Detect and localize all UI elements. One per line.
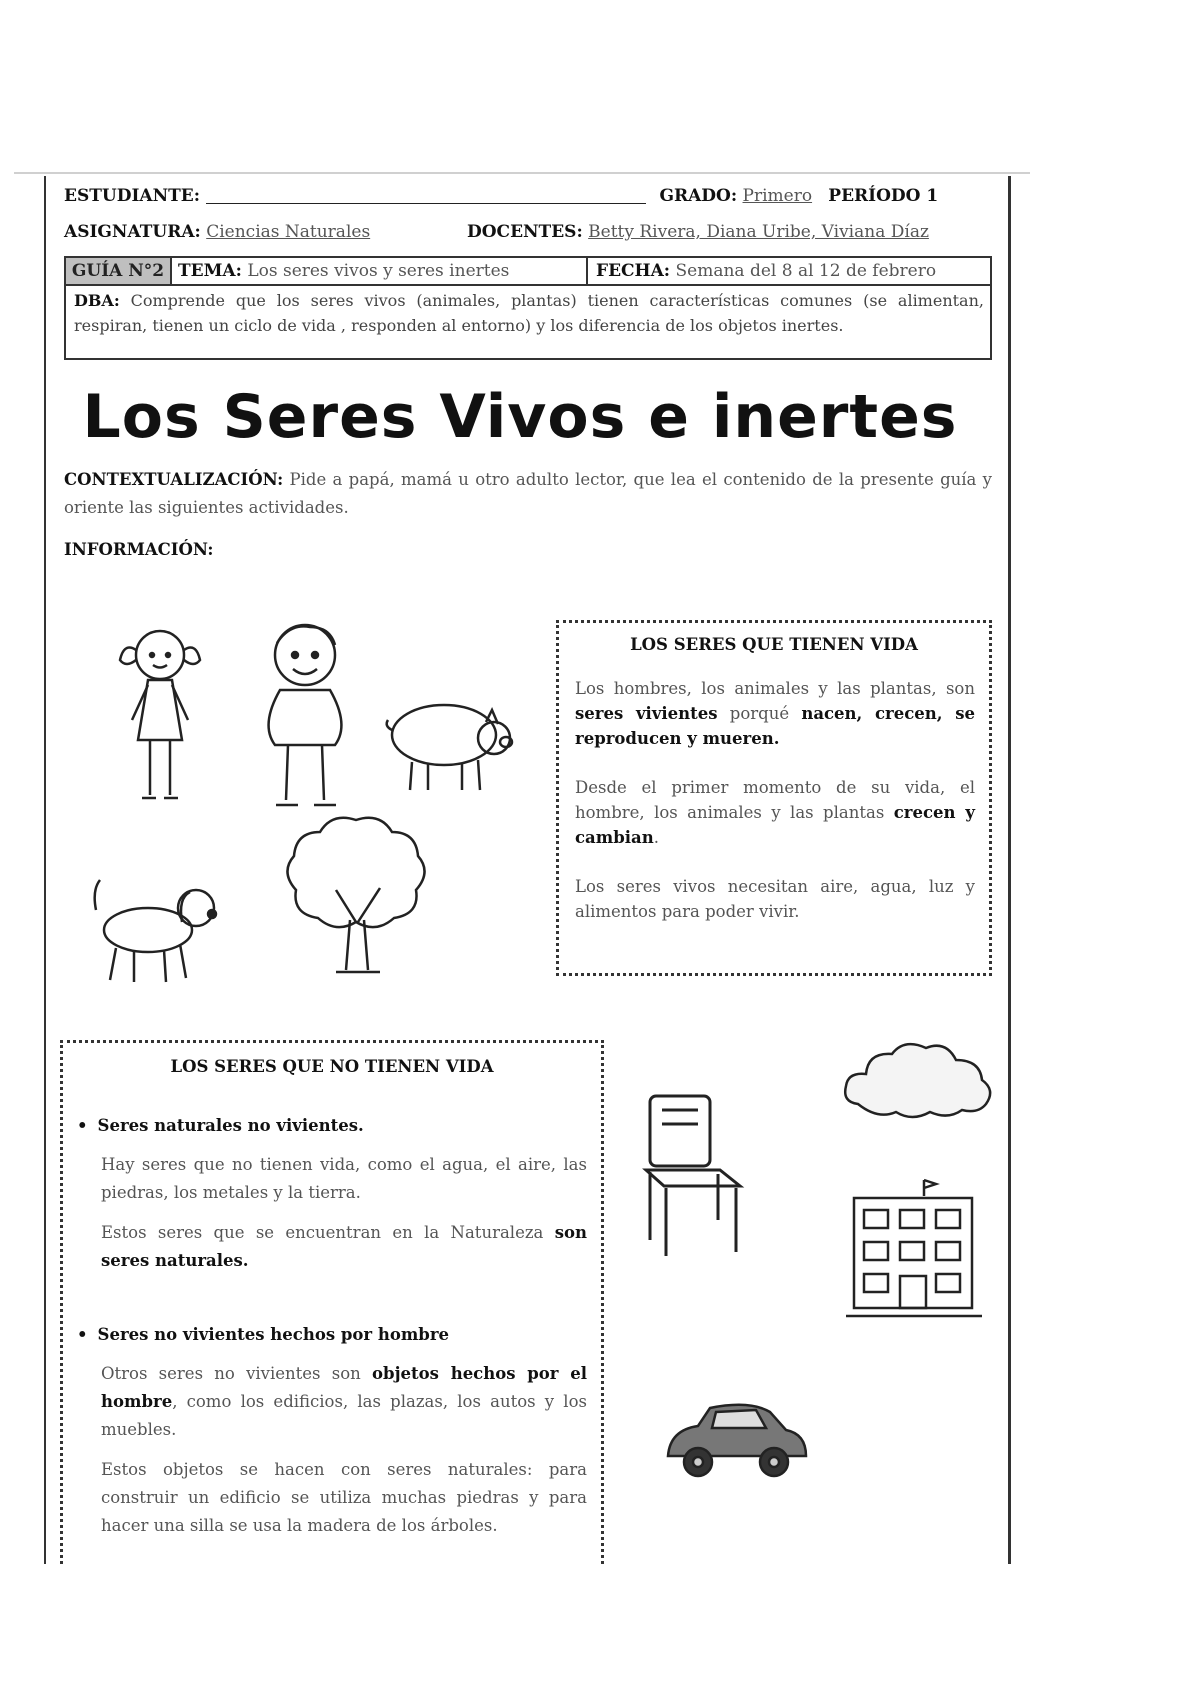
teachers-value: Betty Rivera, Diana Uribe, Viviana Díaz bbox=[588, 222, 929, 242]
cloud-drawing bbox=[838, 1034, 998, 1124]
dog-drawing bbox=[86, 870, 226, 990]
date-label: FECHA: bbox=[596, 261, 671, 281]
girl-drawing bbox=[110, 620, 210, 810]
chair-drawing bbox=[640, 1090, 750, 1260]
living-paragraph-3: Los seres vivos necesitan aire, agua, luz y alimentos para poder vivir. bbox=[575, 877, 975, 921]
manmade-p1-text-a: Otros seres no vivientes son bbox=[101, 1364, 361, 1383]
living-heading: LOS SERES QUE TIENEN VIDA bbox=[630, 635, 918, 654]
topic-label: TEMA: bbox=[178, 261, 242, 281]
bullet-manmade: • Seres no vivientes hechos por hombre bbox=[77, 1325, 450, 1344]
natural-paragraph-1: Hay seres que no tienen vida, como el agua, el aire, las piedras, los metales y la tierra. bbox=[101, 1155, 587, 1202]
dba-content: Comprende que los seres vivos (animales, plantas) tienen características comunes (se alimentan, respiran, tienen un ciclo de vida , responden al entorno) y los diferencia de los objetos inertes. bbox=[74, 291, 984, 335]
student-row bbox=[64, 186, 964, 206]
nonliving-things-box bbox=[60, 1040, 604, 1564]
date-value: Semana del 8 al 12 de febrero bbox=[675, 261, 937, 281]
nonliving-heading: LOS SERES QUE NO TIENEN VIDA bbox=[170, 1057, 494, 1076]
topic-value: Los seres vivos y seres inertes bbox=[247, 261, 510, 281]
student-label: ESTUDIANTE: bbox=[64, 186, 201, 206]
dba-label: DBA: bbox=[74, 291, 120, 310]
grade-value: Primero bbox=[742, 186, 813, 206]
living-p1-text-b: porqué bbox=[729, 704, 790, 723]
context-label: CONTEXTUALIZACIÓN: bbox=[64, 470, 284, 489]
building-drawing bbox=[844, 1176, 984, 1326]
dba-text bbox=[74, 288, 984, 338]
living-paragraph-1 bbox=[575, 676, 975, 751]
living-p2-bold: crecen y cambian bbox=[575, 803, 975, 847]
period-label: PERÍODO 1 bbox=[828, 186, 939, 206]
page-top-rule bbox=[14, 172, 1030, 174]
manmade-paragraph-2: Estos objetos se hacen con seres naturales: para construir un edificio se utiliza muchas piedras y para hacer una silla se usa la madera de los árboles. bbox=[101, 1460, 587, 1535]
manmade-paragraph-1 bbox=[101, 1360, 587, 1444]
car-drawing bbox=[660, 1400, 810, 1490]
living-p2-period: . bbox=[653, 828, 659, 847]
living-p1-text-a: Los hombres, los animales y las plantas, son bbox=[575, 679, 975, 698]
natural-paragraph-2 bbox=[101, 1219, 587, 1275]
teachers-label: DOCENTES: bbox=[466, 222, 583, 242]
subject-row bbox=[64, 222, 976, 242]
subject-label: ASIGNATURA: bbox=[64, 222, 201, 242]
information-label: INFORMACIÓN: bbox=[64, 540, 214, 559]
living-paragraph-2 bbox=[575, 775, 975, 850]
bullet-natural: • Seres naturales no vivientes. bbox=[77, 1116, 364, 1135]
living-p2-text: Desde el primer momento de su vida, el hombre, los animales y las plantas bbox=[575, 778, 975, 822]
bullet-manmade-label: Seres no vivientes hechos por hombre bbox=[97, 1325, 450, 1344]
grade-label: GRADO: bbox=[659, 186, 738, 206]
natural-p2-bold: son seres naturales. bbox=[101, 1223, 588, 1270]
manmade-p1-text-b: , como los edificios, las plazas, los autos y los muebles. bbox=[101, 1392, 587, 1439]
living-things-box bbox=[556, 620, 992, 976]
context-text: Pide a papá, mamá u otro adulto lector, que lea el contenido de la presente guía y oriente las siguientes actividades. bbox=[64, 470, 992, 517]
living-p1-bold-a: seres vivientes bbox=[575, 704, 718, 723]
tree-drawing bbox=[276, 810, 436, 980]
natural-p2-text: Estos seres que se encuentran en la Naturaleza bbox=[101, 1223, 544, 1242]
living-p1-bold-b: nacen, crecen, se reproducen y mueren. bbox=[575, 704, 975, 748]
student-name-line bbox=[206, 189, 646, 204]
boy-drawing bbox=[250, 615, 360, 815]
pig-drawing bbox=[382, 690, 522, 800]
subject-value: Ciencias Naturales bbox=[206, 222, 371, 242]
contextualization bbox=[64, 466, 992, 522]
guide-number: GUÍA N°2 bbox=[66, 258, 172, 284]
manmade-p1-bold: objetos hechos por el hombre bbox=[101, 1364, 587, 1411]
bullet-natural-label: Seres naturales no vivientes. bbox=[97, 1116, 364, 1135]
page-title: Los Seres Vivos e inertes bbox=[82, 382, 958, 452]
